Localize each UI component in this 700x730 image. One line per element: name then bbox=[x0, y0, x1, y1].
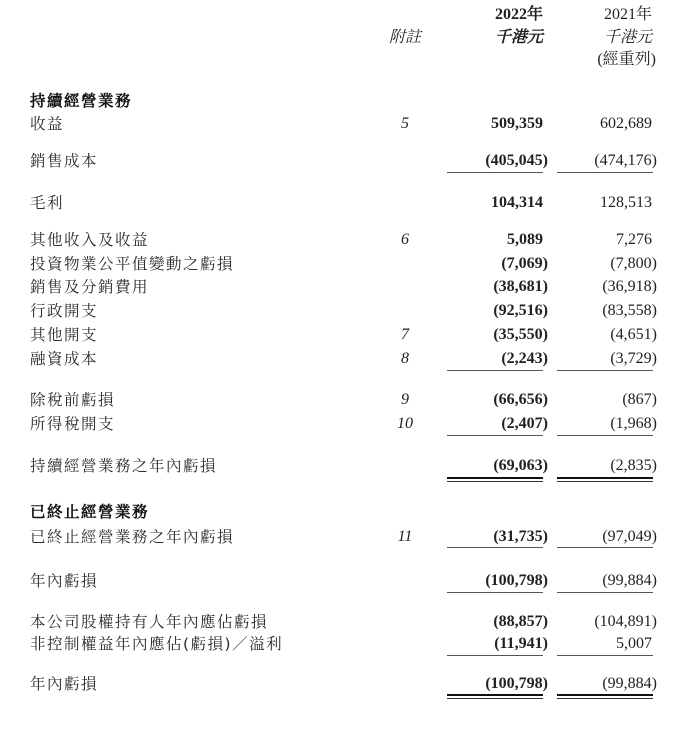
value-2021: (4,651) bbox=[610, 326, 657, 343]
table-row-discontinued-loss bbox=[0, 526, 700, 548]
note-number: 6 bbox=[401, 231, 409, 248]
row-label: 融資成本 bbox=[30, 350, 99, 368]
row-label: 除稅前虧損 bbox=[30, 391, 116, 409]
table-row-gross-profit bbox=[0, 192, 700, 214]
note-number: 10 bbox=[397, 415, 413, 432]
value-2022: (7,069) bbox=[501, 255, 548, 272]
restated-label: (經重列) bbox=[597, 51, 656, 68]
value-2021: (83,558) bbox=[602, 302, 657, 319]
subtotal-rule-2022 bbox=[447, 592, 543, 593]
row-label: 年內虧損 bbox=[30, 572, 99, 590]
table-row-non-controlling bbox=[0, 633, 700, 655]
row-label: 毛利 bbox=[30, 194, 65, 212]
value-2022: (2,407) bbox=[501, 415, 548, 432]
subtotal-rule-2022 bbox=[447, 435, 543, 436]
value-2022: 5,089 bbox=[507, 231, 543, 248]
table-row-owners-share bbox=[0, 611, 700, 633]
total-double-rule-2021 bbox=[557, 477, 653, 482]
row-label: 持續經營業務之年內虧損 bbox=[30, 457, 218, 475]
subtotal-rule-2021 bbox=[557, 370, 653, 371]
value-2021: (97,049) bbox=[602, 528, 657, 545]
value-2022: (100,798) bbox=[485, 572, 548, 589]
value-2022: (35,550) bbox=[493, 326, 548, 343]
table-row-loss-for-year-total bbox=[0, 673, 700, 695]
value-2022: (405,045) bbox=[485, 152, 548, 169]
subtotal-rule-2021 bbox=[557, 592, 653, 593]
subtotal-rule-2022 bbox=[447, 172, 543, 173]
year-2021-header: 2021年 bbox=[603, 6, 652, 23]
section-discontinued-operations bbox=[0, 501, 700, 523]
row-label: 年內虧損 bbox=[30, 675, 99, 693]
total-double-rule-2022 bbox=[447, 477, 543, 482]
row-label: 投資物業公平值變動之虧損 bbox=[30, 255, 235, 273]
table-row-income-tax bbox=[0, 413, 700, 435]
value-2022: (100,798) bbox=[485, 675, 548, 692]
value-2022: (11,941) bbox=[494, 635, 548, 652]
row-label: 行政開支 bbox=[30, 302, 99, 320]
subtotal-rule-2022 bbox=[447, 655, 543, 656]
value-2021: (99,884) bbox=[602, 572, 657, 589]
table-row-investment-property-loss bbox=[0, 253, 700, 275]
row-label: 銷售成本 bbox=[30, 152, 99, 170]
value-2022: (66,656) bbox=[493, 391, 548, 408]
table-row-loss-before-tax bbox=[0, 389, 700, 411]
value-2021: (3,729) bbox=[610, 350, 657, 367]
subtotal-rule-2021 bbox=[557, 547, 653, 548]
year-2022-header: 2022年 bbox=[494, 6, 543, 23]
value-2021: (99,884) bbox=[602, 675, 657, 692]
table-row-admin-expenses bbox=[0, 300, 700, 322]
unit-2022-header: 千港元 bbox=[494, 29, 543, 46]
table-row-selling-distribution bbox=[0, 276, 700, 298]
value-2022: (88,857) bbox=[493, 613, 548, 630]
section-continuing-operations bbox=[0, 90, 700, 112]
subtotal-rule-2021 bbox=[557, 655, 653, 656]
row-label: 非控制權益年內應佔(虧損)／溢利 bbox=[30, 635, 284, 653]
table-row-other-income bbox=[0, 229, 700, 251]
value-2021: (104,891) bbox=[594, 613, 657, 630]
note-number: 8 bbox=[401, 350, 409, 367]
value-2022: 509,359 bbox=[491, 115, 543, 132]
subtotal-rule-2021 bbox=[557, 435, 653, 436]
note-number: 9 bbox=[401, 391, 409, 408]
table-row-finance-costs bbox=[0, 348, 700, 370]
total-double-rule-2022 bbox=[447, 694, 543, 699]
table-row-cost-of-sales bbox=[0, 150, 700, 172]
value-2021: 5,007 bbox=[616, 635, 652, 652]
section-title: 已終止經營業務 bbox=[30, 503, 150, 521]
value-2022: 104,314 bbox=[491, 194, 543, 211]
section-title: 持續經營業務 bbox=[30, 92, 133, 110]
value-2022: (38,681) bbox=[493, 278, 548, 295]
table-row-other-expenses bbox=[0, 324, 700, 346]
value-2022: (69,063) bbox=[493, 457, 548, 474]
subtotal-rule-2022 bbox=[447, 547, 543, 548]
note-number: 7 bbox=[401, 326, 409, 343]
row-label: 其他開支 bbox=[30, 326, 99, 344]
value-2021: (36,918) bbox=[602, 278, 657, 295]
value-2021: 602,689 bbox=[600, 115, 652, 132]
value-2022: (2,243) bbox=[501, 350, 548, 367]
value-2021: 128,513 bbox=[600, 194, 652, 211]
value-2021: (7,800) bbox=[610, 255, 657, 272]
row-label: 所得稅開支 bbox=[30, 415, 116, 433]
subtotal-rule-2022 bbox=[447, 370, 543, 371]
value-2021: (1,968) bbox=[610, 415, 657, 432]
table-row-continuing-loss bbox=[0, 455, 700, 477]
value-2021: (867) bbox=[622, 391, 657, 408]
value-2021: (474,176) bbox=[594, 152, 657, 169]
note-column-header: 附註 bbox=[388, 29, 421, 46]
row-label: 收益 bbox=[30, 115, 65, 133]
value-2021: 7,276 bbox=[616, 231, 652, 248]
row-label: 本公司股權持有人年內應佔虧損 bbox=[30, 613, 269, 631]
note-number: 11 bbox=[397, 528, 413, 545]
row-label: 銷售及分銷費用 bbox=[30, 278, 150, 296]
table-row-loss-for-year bbox=[0, 570, 700, 592]
total-double-rule-2021 bbox=[557, 694, 653, 699]
unit-2021-header: 千港元 bbox=[603, 29, 652, 46]
value-2022: (92,516) bbox=[493, 302, 548, 319]
value-2021: (2,835) bbox=[610, 457, 657, 474]
table-row-revenue bbox=[0, 113, 700, 135]
row-label: 其他收入及收益 bbox=[30, 231, 150, 249]
note-number: 5 bbox=[401, 115, 409, 132]
subtotal-rule-2021 bbox=[557, 172, 653, 173]
value-2022: (31,735) bbox=[493, 528, 548, 545]
row-label: 已終止經營業務之年內虧損 bbox=[30, 528, 235, 546]
